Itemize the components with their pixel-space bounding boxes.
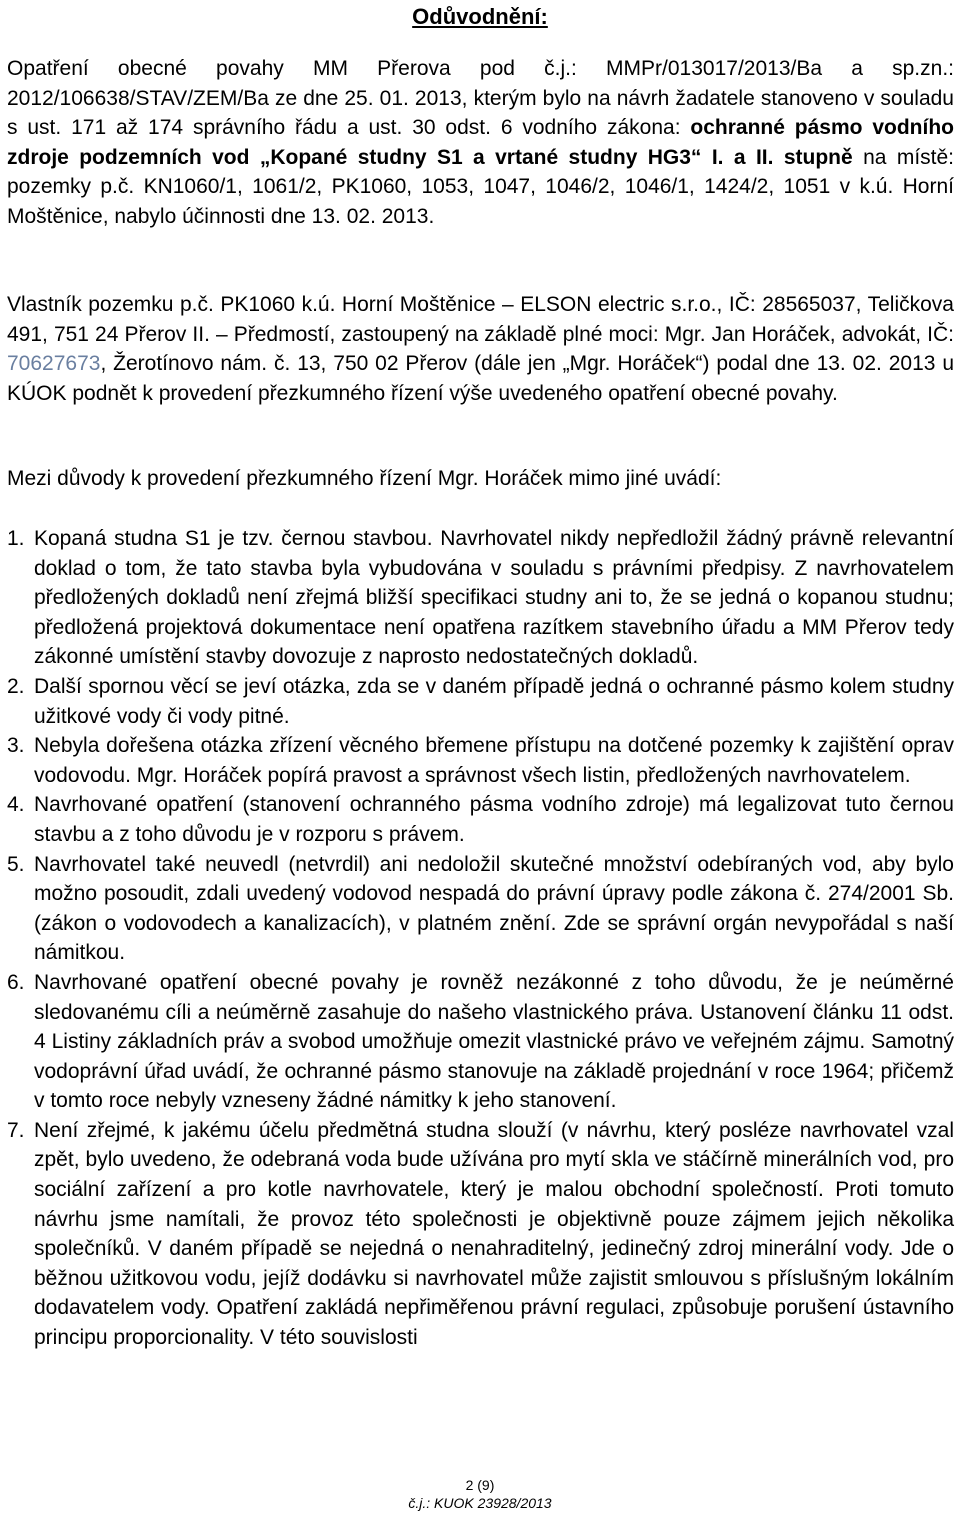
list-item-number: 5.: [7, 852, 25, 876]
list-item: [7, 672, 954, 731]
list-item-text: Nebyla dořešena otázka zřízení věcného břemene přístupu na dotčené pozemky k zajištění oprav vodovodu. Mgr. Horáček popírá pravost a správnost všech listin, předložených navrhovatelem.: [34, 734, 954, 787]
list-item-text: Kopaná studna S1 je tzv. černou stavbou. Navrhovatel nikdy nepředložil žádný právně relevantní doklad o tom, že tato stavba byla vybudována v souladu s právními předpisy. Z navrhovatelem předložených dokladů není zřejmá bližší specifikaci studny ani to, že se jedná o kopanou studnu; předložená projektová dokumentace není opatřena razítkem stavebního úřadu a MM Přerov tedy zákonné umístění stavby dovozuje z naprosto nedostatečných dokladů.: [34, 527, 954, 669]
list-item-text: Není zřejmé, k jakému účelu předmětná studna slouží (v návrhu, který posléze navrhovatel vzal zpět, bylo uvedeno, že odebraná voda bude užívána pro mytí skla ve stáčírně minerálních vod, pro sociální zařízení a pro kotle navrhovatele, který je malou obchodní společností. Proti tomuto návrhu jsme namítali, že provoz této společnosti je objektivně pouze zájmem jejich několika společníků. V daném případě se nejedná o nenahraditelný, jedinečný zdroj minerální vody. Jde o běžnou užitkovou vodu, jejíž dodávku si navrhovatel může zajistit smlouvou s příslušným lokálním dodavatelem vody. Opatření zakládá nepřiměřenou právní regulaci, způsobuje porušení ústavního principu proporcionality. V této souvislosti: [34, 1118, 954, 1350]
reference-number: č.j.: KUOK 23928/2013: [408, 1495, 552, 1511]
list-item-text: Další spornou věcí se jeví otázka, zda se v daném případě jedná o ochranné pásmo kolem studny užitkové vody či vody pitné.: [34, 674, 954, 728]
list-item: [7, 731, 954, 790]
reasons-list: [7, 524, 954, 1353]
intro-text-end: na místě: pozemky p.č. KN1060/1, 1061/2, PK1060, 1053, 1047, 1046/2, 1046/1, 1424/2, 1051 v k.ú. Horní Moštěnice, nabylo účinnosti dne 13. 02. 2013.: [7, 145, 955, 228]
list-item: [7, 790, 954, 849]
owner-text-end: , Žerotínovo nám. č. 13, 750 02 Přerov (dále jen „Mgr. Horáček“) podal dne 13. 02. 2013 u KÚOK podnět k provedení přezkumného řízení výše uvedeného opatření obecné povahy.: [7, 352, 954, 405]
list-item-text: Navrhované opatření obecné povahy je rovněž nezákonné z toho důvodu, že je neúměrné sledovanému cíli a neúměrně zasahuje do našeho vlastnického práva. Ustanovení článku 11 odst. 4 Listiny základních práv a svobod umožňuje omezit vlastnické právo ve veřejném zájmu. Samotný vodoprávní úřad uvádí, že ochranné pásmo stanovuje na základě projednání v roce 1964; přičemž v tomto roce nebyly vzneseny žádné námitky k jeho stanovení.: [34, 970, 954, 1113]
intro-text-start: Opatření obecné povahy MM Přerova pod č.j.: MMPr/013017/2013/Ba a sp.zn.: 2012/106638/STAV/ZEM/Ba ze dne 25. 01. 2013, kterým bylo na návrh žadatele stanoveno v souladu s ust. 171 až 174 správního řádu a ust. 30 odst. 6 vodního zákona:: [7, 57, 954, 140]
ico-number: 70627673: [7, 352, 101, 376]
protection-zone-title: ochranné pásmo vodního zdroje podzemních vod „Kopané studny S1 a vrtané studny HG3“ I. a II. stupně: [7, 116, 955, 169]
list-item: [7, 1116, 954, 1353]
intro-paragraph-2: [7, 290, 954, 408]
list-item-number: 4.: [7, 793, 25, 817]
list-item-text: Navrhovatel také neuvedl (netvrdil) ani nedoložil skutečné množství odebíraných vod, aby bylo možno posoudit, zdali uvedený vodovod nespadá do právní úpravy podle zákona č. 274/2001 Sb. (zákon o vodovodech a kanalizacích), v platném znění. Zde se správní orgán nevypořádal s naší námitkou.: [34, 852, 954, 965]
page-number: 2 (9): [465, 1477, 495, 1493]
list-item: [7, 968, 954, 1116]
list-item: [7, 850, 954, 968]
owner-text-start: Vlastník pozemku p.č. PK1060 k.ú. Horní Moštěnice – ELSON electric s.r.o., IČ: 28565037, Teličkova 491, 751 24 Přerov II. – Předmostí, zastoupený na základě plné moci: Mgr. Jan Horáček, advokát, IČ:: [7, 293, 954, 346]
page-footer: [0, 1476, 960, 1512]
intro-paragraph-3: Mezi důvody k provedení přezkumného řízení Mgr. Horáček mimo jiné uvádí:: [7, 467, 722, 490]
list-item-number: 3.: [7, 734, 25, 758]
list-item-number: 2.: [7, 674, 25, 698]
list-item-number: 1.: [7, 527, 25, 550]
list-item-number: 7.: [7, 1118, 25, 1142]
list-item: [7, 524, 954, 672]
page-heading: Odůvodnění:: [412, 4, 548, 29]
intro-paragraph-1: [7, 54, 954, 232]
list-item-text: Navrhované opatření (stanovení ochranného pásma vodního zdroje) má legalizovat tuto černou stavbu a z toho důvodu je v rozporu s právem.: [34, 793, 954, 846]
list-item-number: 6.: [7, 970, 25, 994]
